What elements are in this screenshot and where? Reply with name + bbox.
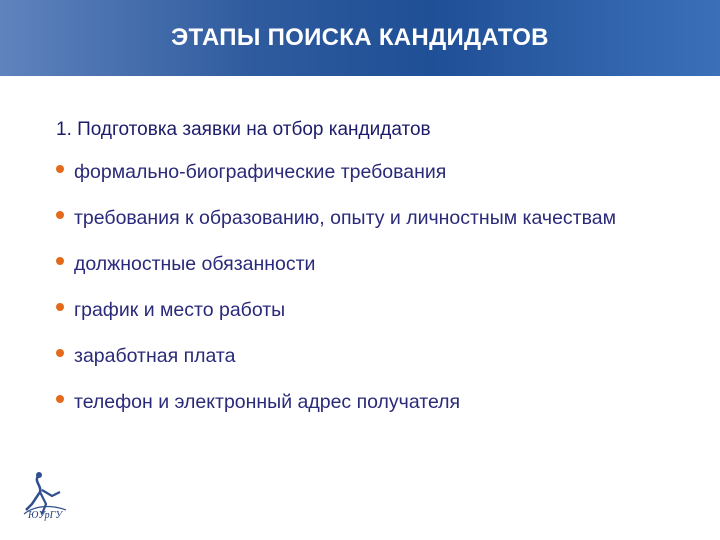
list-item — [54, 161, 694, 184]
logo-text: ЮУрГУ — [28, 510, 63, 521]
bullet-dot-icon — [56, 257, 64, 265]
bullet-text: требования к образованию, опыту и личностным качествам — [74, 207, 616, 229]
slide-header — [0, 0, 720, 76]
bullet-dot-icon — [56, 395, 64, 403]
list-item — [54, 253, 694, 276]
list-item — [54, 207, 694, 230]
bullet-dot-icon — [56, 349, 64, 357]
bullet-list — [54, 161, 694, 414]
slide-title: ЭТАПЫ ПОИСКА КАНДИДАТОВ — [171, 24, 549, 51]
bullet-text: телефон и электронный адрес получателя — [74, 391, 461, 413]
bullet-text: должностные обязанности — [74, 253, 316, 275]
bullet-text: график и место работы — [74, 299, 286, 321]
bullet-dot-icon — [56, 211, 64, 219]
bullet-text: заработная плата — [74, 345, 236, 367]
bullet-dot-icon — [56, 303, 64, 311]
bullet-dot-icon — [56, 165, 64, 173]
list-item — [54, 391, 694, 414]
intro-step: 1. Подготовка заявки на отбор кандидатов — [56, 119, 431, 140]
bullet-text: формально-биографические требования — [74, 161, 447, 183]
slide-content — [54, 118, 694, 437]
list-item — [54, 299, 694, 322]
list-item — [54, 345, 694, 368]
